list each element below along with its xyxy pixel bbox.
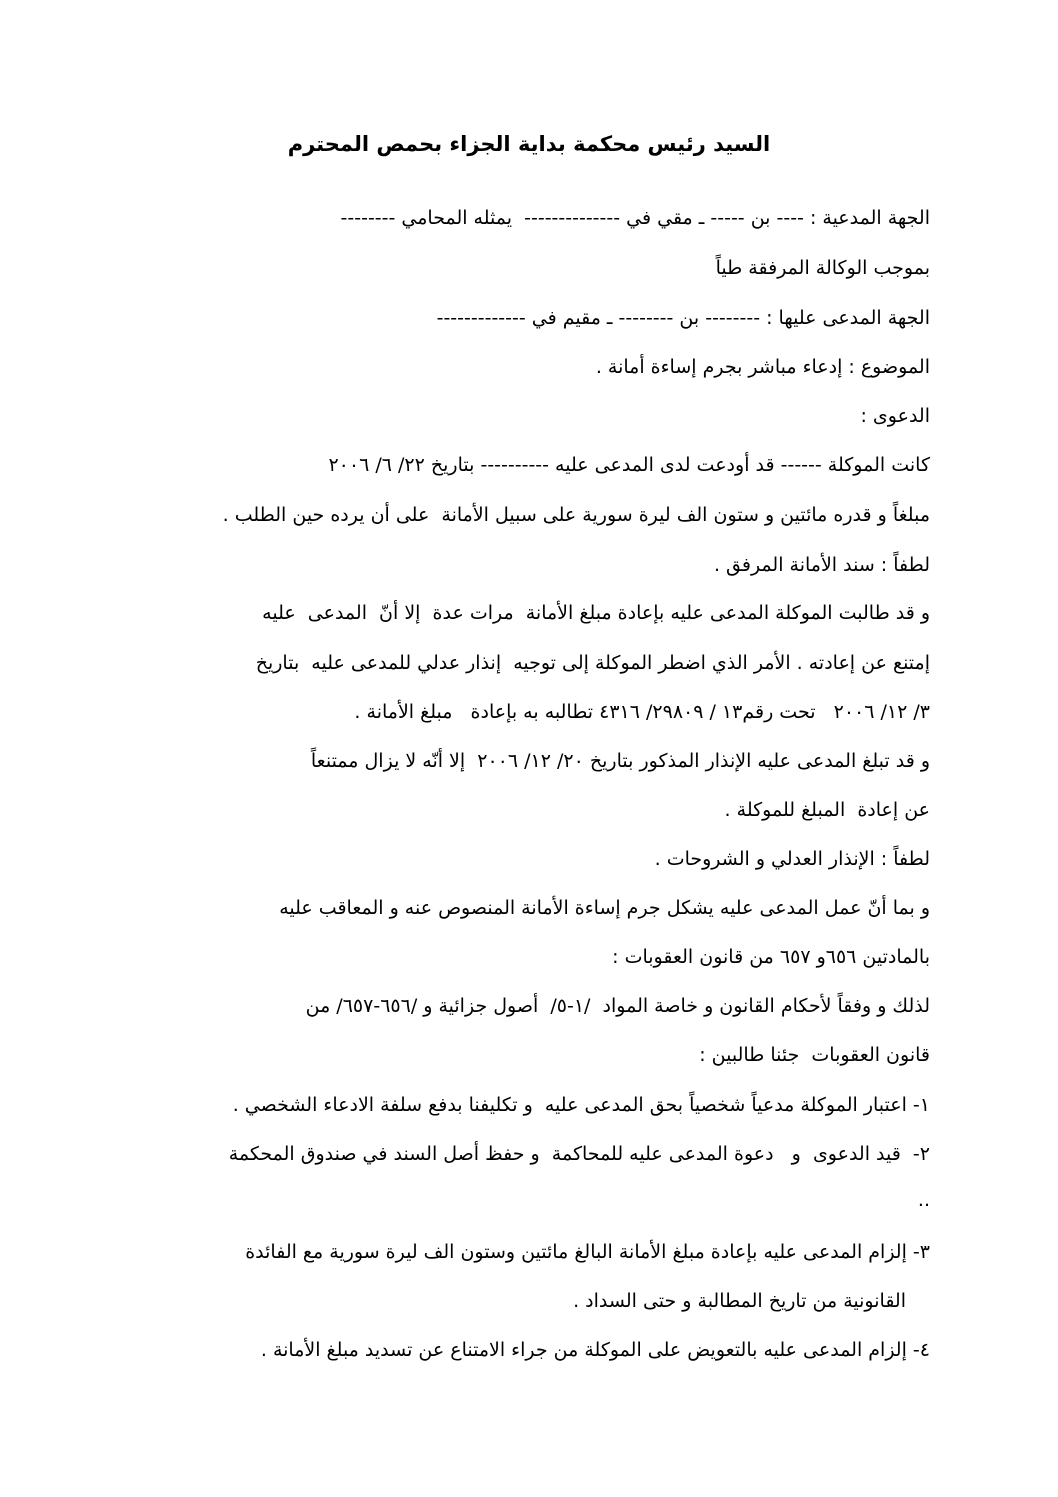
body-line: لطفاً : الإنذار العدلي و الشروحات . — [654, 848, 930, 870]
claim-heading: الدعوى : — [860, 405, 930, 427]
request-item-2: ٢- قيد الدعوى و دعوة المدعى عليه للمحاكمة و حفظ أصل السند في صندوق المحكمة — [228, 1143, 930, 1165]
body-line: لذلك و وفقاً لأحكام القانون و خاصة المواد /١-٥/ أصول جزائية و /٦٥٦-٦٥٧/ من — [305, 995, 930, 1017]
body-line: عن إعادة المبلغ للموكلة . — [724, 799, 930, 821]
body-line: بالمادتين ٦٥٦و ٦٥٧ من قانون العقوبات : — [612, 946, 930, 968]
request-item-4: ٤- إلزام المدعى عليه بالتعويض على الموكلة من جراء الامتناع عن تسديد مبلغ الأمانة . — [260, 1339, 930, 1361]
request-item-3-continuation: القانونية من تاريخ المطالبة و حتى السداد . — [573, 1290, 906, 1312]
body-line: و قد تبلغ المدعى عليه الإنذار المذكور بتاريخ ٢٠/ ١٢/ ٢٠٠٦ إلا أنّه لا يزال ممتنعاً — [310, 750, 930, 772]
body-line: لطفاً : سند الأمانة المرفق . — [713, 554, 930, 576]
body-line: و بما أنّ عمل المدعى عليه يشكل جرم إساءة الأمانة المنصوص عنه و المعاقب عليه — [279, 897, 930, 919]
request-item-3: ٣- إلزام المدعى عليه بإعادة مبلغ الأمانة البالغ مائتين وستون الف ليرة سورية مع الفائدة — [245, 1241, 930, 1263]
body-line: مبلغاً و قدره مائتين و ستون الف ليرة سورية على سبيل الأمانة على أن يرده حين الطلب . — [222, 504, 930, 526]
power-of-attorney-line: بموجب الوكالة المرفقة طياً — [715, 257, 930, 279]
request-item-1: ١- اعتبار الموكلة مدعياً شخصياً بحق المدعى عليه و تكليفنا بدفع سلفة الادعاء الشخصي . — [232, 1094, 930, 1116]
body-line: إمتنع عن إعادته . الأمر الذي اضطر الموكلة إلى توجيه إنذار عدلي للمدعى عليه بتاريخ — [255, 652, 930, 674]
subject-line: الموضوع : إدعاء مباشر بجرم إساءة أمانة . — [595, 356, 930, 378]
document-title: السيد رئيس محكمة بداية الجزاء بحمص المحترم — [287, 132, 771, 156]
plaintiff-line: الجهة المدعية : ---- بن ----- ـ مقي في -------------- يمثله المحامي -------- — [340, 207, 930, 229]
request-item-2-continuation: .. — [917, 1189, 930, 1211]
defendant-line: الجهة المدعى عليها : -------- بن -------- ـ مقيم في ------------- — [436, 307, 930, 329]
body-line: ٣/ ١٢/ ٢٠٠٦ تحت رقم١٣ / ٢٩٨٠٩/ ٤٣١٦ تطالبه به بإعادة مبلغ الأمانة . — [354, 701, 930, 723]
body-line: و قد طالبت الموكلة المدعى عليه بإعادة مبلغ الأمانة مرات عدة إلا أنّ المدعى عليه — [262, 602, 930, 624]
body-line: كانت الموكلة ------ قد أودعت لدى المدعى عليه ---------- بتاريخ ٢٢/ ٦/ ٢٠٠٦ — [328, 454, 930, 476]
body-line: قانون العقوبات جئنا طالبين : — [699, 1044, 930, 1066]
